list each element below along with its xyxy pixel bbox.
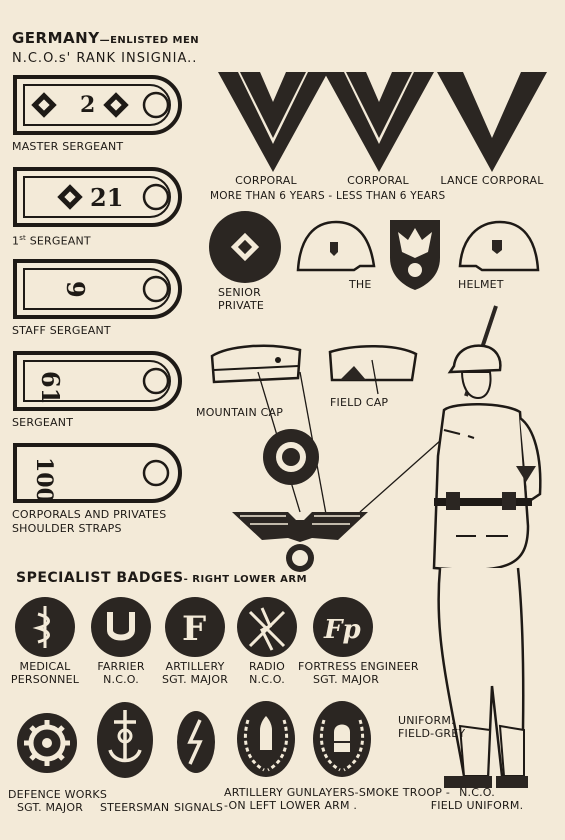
badge-label: SIGNALS bbox=[174, 801, 224, 814]
strap-numeral: 2 bbox=[80, 92, 96, 118]
defence-works-cogwheel-icon bbox=[16, 712, 78, 774]
strap-label: SERGEANT bbox=[12, 416, 74, 429]
strap-label: CORPORALS AND PRIVATES bbox=[12, 508, 167, 521]
farrier-badge-horseshoe-icon bbox=[90, 596, 152, 658]
strap-numeral: 61 bbox=[36, 371, 65, 405]
steersman-anchor-icon bbox=[96, 700, 154, 780]
chevron-label: LANCE CORPORAL bbox=[440, 174, 544, 187]
strap-label: MASTER SERGEANT bbox=[12, 140, 124, 153]
badge-label: FORTRESS ENGINEER SGT. MAJOR bbox=[298, 660, 419, 686]
uniform-label: UNIFORM: FIELD-GREY bbox=[398, 714, 466, 740]
nco-field-uniform-label: N.C.O. FIELD UNIFORM. bbox=[430, 786, 524, 812]
senior-private-label: SENIOR PRIVATE bbox=[218, 286, 265, 312]
country-title: GERMANY—ENLISTED MEN bbox=[12, 29, 200, 47]
badge-label: MEDICAL PERSONNEL bbox=[10, 660, 80, 686]
eagle-emblem-icon bbox=[230, 502, 370, 582]
strap-label: STAFF SERGEANT bbox=[12, 324, 111, 337]
strap-label-2: SHOULDER STRAPS bbox=[12, 522, 122, 535]
strap-numeral: 21 bbox=[90, 183, 124, 212]
badge-label-gunlayers: ARTILLERY GUNLAYERS-SMOKE TROOP - -ON LEFT LOWER ARM . bbox=[224, 786, 450, 812]
badge-label: STEERSMAN bbox=[100, 801, 170, 814]
artillery-sgt-major-badge-icon bbox=[164, 596, 226, 658]
badge-label: ARTILLERY SGT. MAJOR bbox=[161, 660, 229, 686]
page-title: N.C.O.s' RANK INSIGNIA.. bbox=[12, 51, 198, 66]
svg-text:Fp: Fp bbox=[324, 615, 361, 645]
badge-label: FARRIER N.C.O. bbox=[97, 660, 145, 686]
helmet-label-helmet: HELMET bbox=[458, 278, 504, 291]
helmet-label-the: THE bbox=[349, 278, 372, 291]
chevron-note: MORE THAN 6 YEARS - LESS THAN 6 YEARS bbox=[210, 190, 446, 202]
strap-numeral: 100 bbox=[31, 457, 57, 503]
signals-lightning-icon bbox=[176, 710, 216, 774]
smoke-troop-shell-wreath-icon bbox=[312, 700, 372, 778]
mountain-cap-label: MOUNTAIN CAP bbox=[196, 406, 284, 419]
medical-badge-caduceus-icon bbox=[14, 596, 76, 658]
chevron-label: CORPORAL bbox=[347, 174, 409, 187]
gunlayer-shell-wreath-icon bbox=[236, 700, 296, 778]
chevron-label: CORPORAL bbox=[235, 174, 297, 187]
fortress-engineer-badge-icon bbox=[312, 596, 374, 658]
strap-numeral: 9 bbox=[61, 281, 90, 298]
cockade-icon bbox=[262, 428, 320, 486]
strap-label: 1st SERGEANT bbox=[12, 234, 91, 248]
badge-label: RADIO N.C.O. bbox=[248, 660, 286, 686]
badge-label: DEFENCE WORKS SGT. MAJOR bbox=[8, 788, 108, 814]
svg-text:F: F bbox=[182, 609, 207, 649]
specialist-title: SPECIALIST BADGES- RIGHT LOWER ARM bbox=[16, 570, 308, 586]
field-cap-label: FIELD CAP bbox=[330, 396, 389, 409]
radio-nco-badge-icon bbox=[236, 596, 298, 658]
